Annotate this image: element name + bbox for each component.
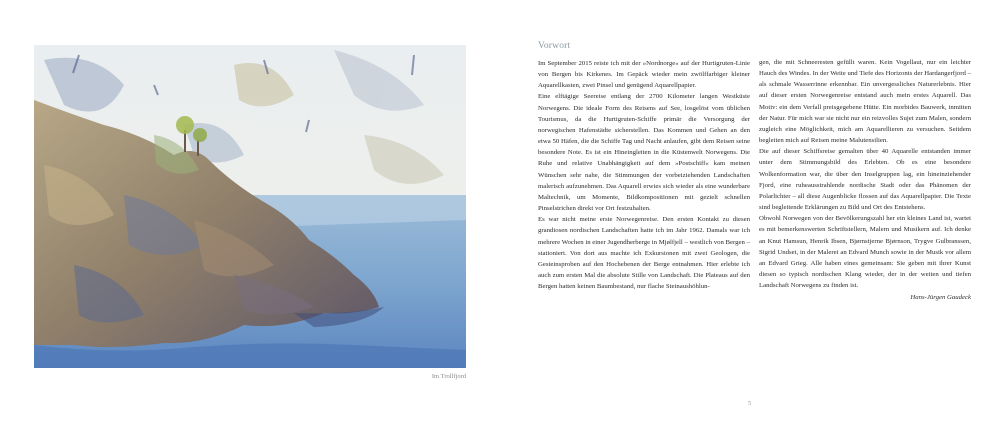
- paragraph: Obwohl Norwegen von der Bevölkerungszahl her ein kleines Land ist, wartet es mit bemerkenswerten Schriftstellern, Malern und Musikern auf. Ich denke an Knut Hamsun, Henrik Ibsen, Bjørnstjerne Bjørnson, Trygve Gulbranssen, Sigrid Undset, in der Malerei an Edvard Munch sowie in der Musik vor allem an Edvard Grieg. Alle haben eines gemeinsam: Sie geben mit ihrer Kunst diesen so typisch nordischen Klang wieder, der in der weiten und tiefen Landschaft Norwegens zu finden ist.: [759, 215, 971, 290]
- image-caption: Im Trollfjord: [431, 373, 466, 380]
- section-heading: Vorwort: [538, 41, 571, 51]
- paragraph: gen, die mit Schneeresten gefüllt waren. Kein Vogellaut, nur ein leichter Hauch des Windes. In der Weite und Tiefe des Horizonts der Hardangerfjord – als schmale Wasserrinne erkennbar. Ein unvergessliches Naturerlebnis. Hier auf dieser ersten Norwegenreise entstand auch mein erstes Aquarell. Das Motiv: ein dem Verfall preisgegebene Hütte. Ein morbides Bauwerk, inmitten der Natur. Für mich war sie nicht nur ein reizvolles Sujet zum Malen, sondern zugleich eine Möglichkeit, mich am Aquarellieren zu versuchen. Seitdem begleiten mich auf Reisen meine Malutensilien.: [759, 59, 971, 145]
- page-number: 5: [748, 400, 752, 407]
- text-column-1: [538, 58, 750, 292]
- paragraph: Im September 2015 reiste ich mit der »Nordnorge« auf der Hurtigruten-Linie von Bergen bis Kirkenes. Im Gepäck wieder mein zwölffarbiger kleiner Aquarellkasten, zwei Pinsel und genügend Aquarellpapier.: [538, 60, 750, 90]
- right-page: [500, 0, 1000, 438]
- paragraph: Eine elftägige Seereise entlang der 2700 Kilometer langen Westküste Norwegens. Die ideale Form des Reisens auf See, losgelöst vom üblichen Tourismus, da die Hurtigruten-Schiffe primär die Versorgung der norwegischen Hafenstädte sicherstellen. Das Kommen und Gehen an den etwa 50 Häfen, die die Schiffe Tag und Nacht anlaufen, gibt dem Reisen seine besondere Note. Es ist ein Hineingleiten in die Küstenwelt Norwegens. Die Ruhe und relative Unabhängigkeit auf dem »Postschiff« kam meinen Wünschen sehr nahe, die Stimmungen der vorbeiziehenden Landschaften malerisch aufzunehmen. Das Aquarell erwies sich wieder als eine wunderbare Maltechnik, um Momente, Bildkompositionen mit gezielt schnellen Pinselstrichen direkt vor Ort festzuhalten.: [538, 93, 750, 213]
- paragraph: Die auf dieser Schiffsreise gemalten über 40 Aquarelle entstanden immer unter dem Stimmungsbild des Erlebten. Ob es eine besondere Wolkenformation war, die über den Inselgruppen lag, ein hineinziehender Fjord, eine ruheausstrahlende nordische Stadt oder das Phänomen der Polarlichter – all diese Augenblicke flossen auf das Aquarellpapier. Die Texte sind begleitende Erklärungen zu Bild und Ort des Entstehens.: [759, 148, 971, 212]
- author-signature: Hans-Jürgen Gaudeck: [910, 294, 971, 302]
- paragraph: Es war nicht meine erste Norwegenreise. Den ersten Kontakt zu diesen grandiosen nordischen Landschaften hatte ich im Jahr 1962. Damals war ich mehrere Wochen in einer Jugendherberge in Mjølfjell – westlich von Bergen – stationiert. Von dort aus machte ich Exkursionen mit zwei Geologen, die Gesteinsproben auf den Hochebenen der Berge entnahmen. Hier erlebte ich auch zum ersten Mal die absolute Stille von Landschaft. Die Plateaus auf den Bergen hatten keinen Baumbestand, nur flache Steinaushöhlun-: [538, 216, 750, 291]
- text-column-2: [759, 57, 971, 303]
- watercolor-fjord-image: [34, 45, 466, 368]
- watercolor-painting: [34, 45, 466, 368]
